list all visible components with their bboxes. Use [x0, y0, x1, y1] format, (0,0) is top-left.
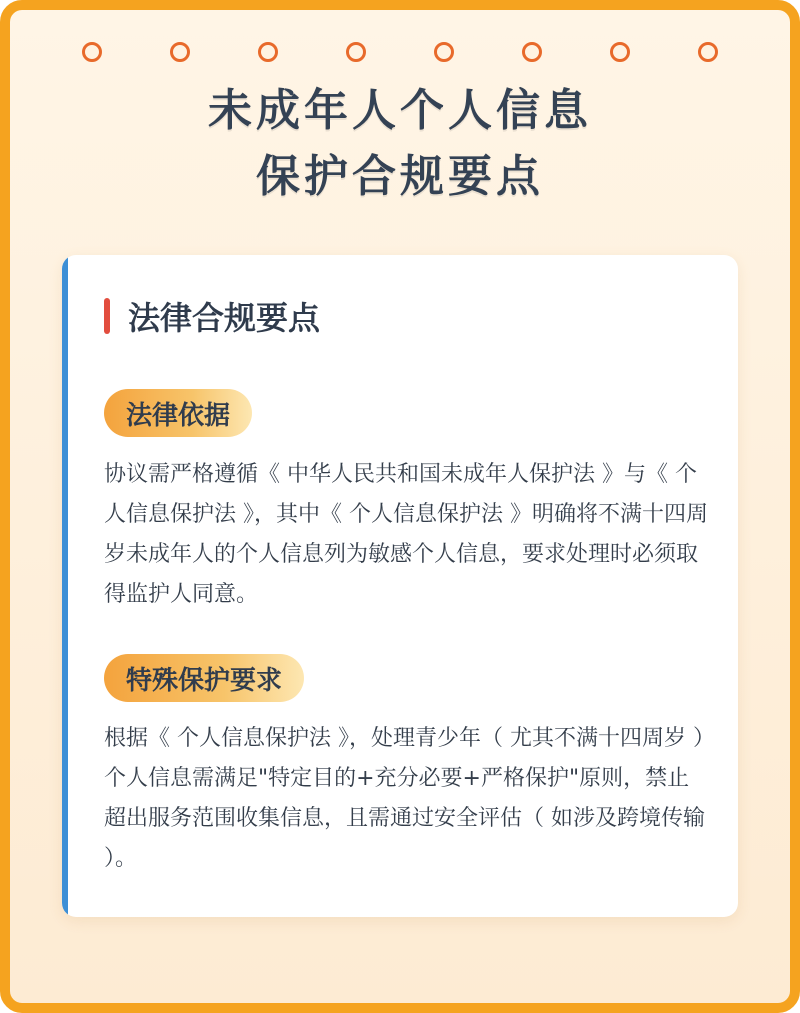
card-accent-bar — [62, 255, 68, 917]
page-title — [10, 78, 790, 210]
special-protection-tag — [104, 654, 304, 702]
ring-icon — [170, 42, 190, 62]
special-protection-text: 根据《 个人信息保护法 》，处理青少年（ 尤其不满十四周岁 ）个人信息需满足"特定目的+充分必要+严格保护"原则，禁止超出服务范围收集信息，且需通过安全评估（ 如涉及跨境传输 ）。 — [104, 726, 705, 871]
ring-icon — [698, 42, 718, 62]
title-line-2: 保护合规要点 — [256, 151, 544, 202]
content-card — [62, 255, 738, 917]
legal-basis-tag — [104, 389, 252, 437]
special-protection-heading: 特殊保护要求 — [126, 665, 283, 696]
ring-icon — [522, 42, 542, 62]
legal-basis-text: 协议需严格遵循《 中华人民共和国未成年人保护法 》与《 个人信息保护法 》，其中《 个人信息保护法 》明确将不满十四周岁未成年人的个人信息列为敏感个人信息，要求处理时必须取得监护人同意。 — [104, 462, 708, 607]
section-marker — [104, 298, 110, 334]
ring-icon — [610, 42, 630, 62]
section-header — [104, 293, 320, 339]
title-line-1: 未成年人个人信息 — [208, 85, 592, 136]
ring-icon — [258, 42, 278, 62]
section-title: 法律合规要点 — [128, 299, 321, 337]
binder-rings — [10, 42, 790, 62]
legal-basis-heading: 法律依据 — [126, 400, 231, 431]
ring-icon — [346, 42, 366, 62]
ring-icon — [434, 42, 454, 62]
ring-icon — [82, 42, 102, 62]
